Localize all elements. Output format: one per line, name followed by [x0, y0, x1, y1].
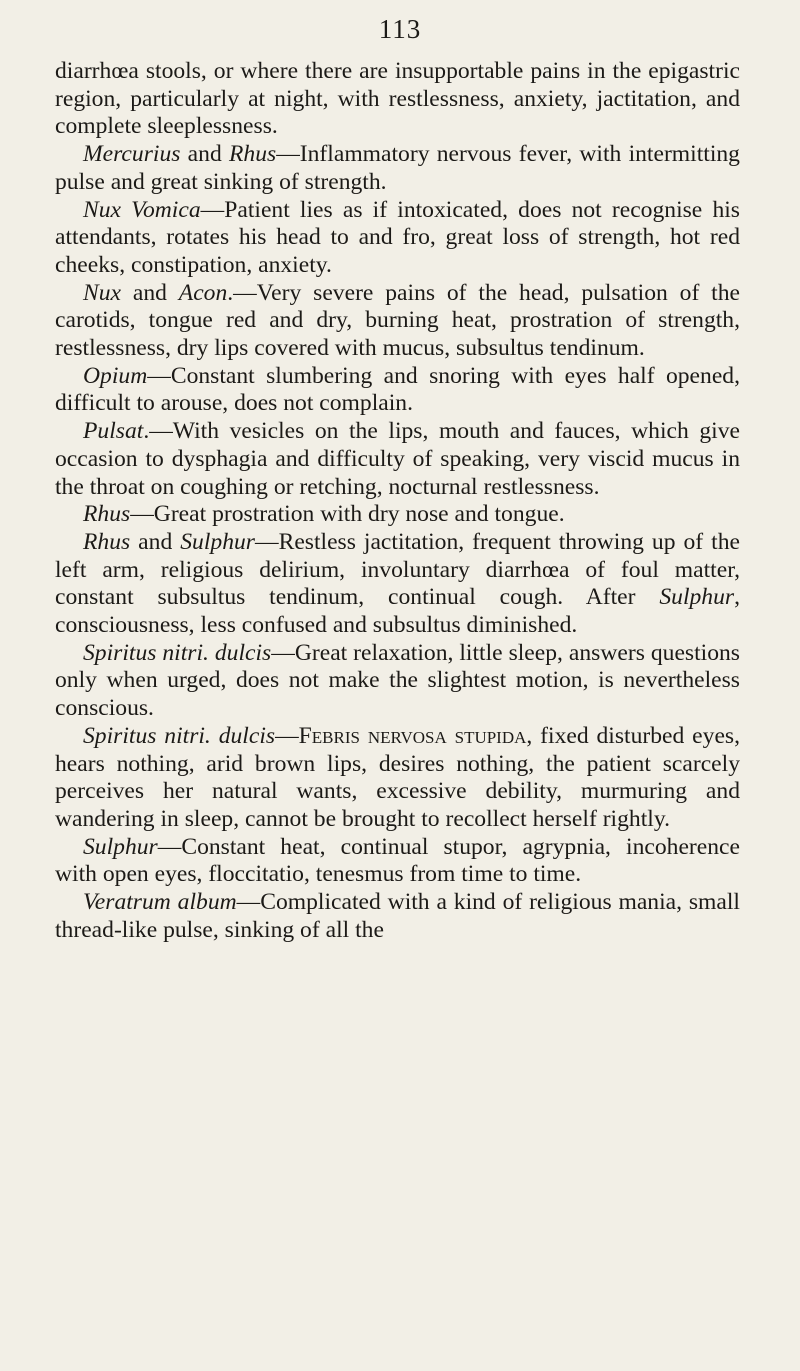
paragraph-rhus-sulphur [55, 529, 740, 640]
remedy-name: Mercurius [83, 141, 181, 168]
paragraph-spiritus-nitri-2 [55, 723, 740, 834]
remedy-name: Sulphur [659, 584, 735, 611]
paragraph-text: —Constant slumbering and snoring with eyes half opened, difficult to arouse, does not complain. [55, 362, 740, 417]
paragraph-text: —Patient lies as if intoxicated, does not recognise his attendants, rotates his head to and fro, great loss of strength, hot red cheeks, constipation, anxiety. [55, 196, 740, 278]
remedy-name: Sulphur [180, 528, 255, 555]
conjunction: and [130, 528, 181, 555]
paragraph-text: —Constant heat, continual stupor, agrypnia, incoherence with open eyes, floccitatio, tenesmus from time to time. [55, 833, 740, 888]
conjunction: and [180, 141, 229, 168]
paragraph-text: —Great prostration with dry nose and tongue. [130, 501, 565, 528]
paragraph-text: .—With vesicles on the lips, mouth and fauces, which give occasion to dysphagia and difficulty of speaking, very viscid mucus in the throat on coughing or retching, nocturnal restlessness. [55, 418, 740, 500]
remedy-name: Acon [178, 279, 228, 306]
paragraph-veratrum [55, 889, 740, 944]
remedy-name: Rhus [83, 501, 131, 528]
paragraph-nux-vomica [55, 197, 740, 280]
paragraph-continuation [55, 58, 740, 141]
remedy-name: Nux [83, 279, 122, 306]
remedy-name: Spiritus nitri. dulcis [83, 722, 276, 749]
paragraph-text: , consciousness, less confused and subsultus diminished. [55, 584, 740, 639]
conjunction: and [121, 279, 179, 306]
page-number: 113 [378, 14, 422, 44]
paragraph-text: —Restless jactitation, frequent throwing up of the left arm, religious delirium, involuntary diarrhœa of foul matter, constant subsultus tendinum, continual cough. After [55, 528, 740, 611]
remedy-name: Sulphur [83, 833, 158, 860]
paragraph-text: —Inflammatory nervous fever, with intermitting pulse and great sinking of strength. [55, 141, 740, 195]
remedy-name: Pulsat [83, 418, 144, 445]
paragraph-sulphur [55, 834, 740, 889]
paragraph-text: .—Very severe pains of the head, pulsation of the carotids, tongue red and dry, burning heat, prostration of strength, restlessness, dry lips covered with mucus, subsultus tendinum. [55, 279, 740, 362]
paragraph-text: diarrhœa stools, or where there are insupportable pains in the epigastric region, particularly at night, with restlessness, anxiety, jactitation, and complete sleeplessness. [55, 58, 740, 140]
remedy-name: Opium [83, 362, 148, 389]
paragraph-spiritus-nitri-1 [55, 640, 740, 723]
remedy-name: Nux Vomica [83, 196, 201, 223]
paragraph-text: —Great relaxation, little sleep, answers questions only when urged, does not make the slightest motion, is nevertheless conscious. [55, 639, 740, 722]
remedy-name: Spiritus nitri. dulcis [83, 639, 272, 666]
paragraph-nux-acon [55, 280, 740, 363]
paragraph-text: —Complicated with a kind of religious mania, small thread-like pulse, sinking of all the [55, 889, 740, 943]
paragraph-opium [55, 363, 740, 418]
remedy-name: Rhus [83, 528, 131, 555]
small-caps-heading: —Febris nervosa stupida [275, 722, 527, 749]
remedy-name: Rhus [229, 141, 277, 168]
paragraph-mercurius-rhus [55, 141, 740, 196]
paragraph-text: , fixed disturbed eyes, hears nothing, arid brown lips, desires nothing, the patient scarcely perceives her natural wants, excessive debility, murmuring and wandering in sleep, cannot be brought to recollect herself rightly. [55, 722, 741, 832]
paragraph-pulsat [55, 418, 740, 501]
paragraph-rhus [55, 501, 740, 529]
remedy-name: Veratrum album [83, 889, 237, 916]
